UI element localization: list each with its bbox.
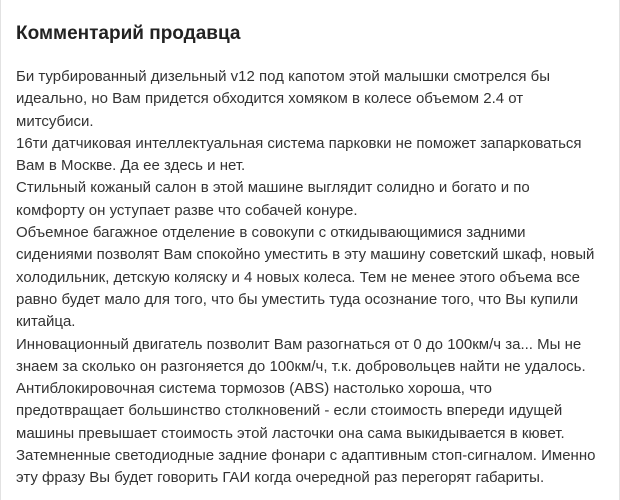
comment-paragraph: Инновационный двигатель позволит Вам разогнаться от 0 до 100км/ч за... Мы не знаем за сколько он разгоняется до 100км/ч, т.к. добровольцев найти не удалось.: [16, 335, 586, 375]
comment-paragraph: Стильный кожаный салон в этой машине выглядит солидно и богато и по комфорту он уступает разве что собачей конуре.: [16, 179, 530, 219]
comment-paragraph: Объемное багажное отделение в совокупи с откидывающимися задними сидениями позволят Вам спокойно уместить в эту машину советский шкаф, новый холодильник, детскую коляску и 4 новых колеса. Тем не менее этого объема все равно будет мало для того, что бы уместить туда осознание того, что Вы купили китайца.: [16, 224, 595, 331]
seller-comment-text: [16, 66, 600, 490]
comment-paragraph: Антиблокировочная система тормозов (ABS) настолько хороша, что предотвращает большинство столкновений - если стоимость впереди идущей машины превышает стоимость этой ласточки она сама выкидывается в кювет.: [16, 380, 565, 442]
comment-paragraph: 16ти датчиковая интеллектуальная система парковки не поможет запарковаться Вам в Москве. Да ее здесь и нет.: [16, 134, 582, 175]
comment-paragraph: Би турбированный дизельный v12 под капотом этой малышки смотрелся бы идеально, но Вам придется обходится хомяком в колесе объемом 2.4 от митсубиси.: [16, 68, 551, 130]
left-border: [0, 0, 1, 500]
comment-paragraph: Затемненные светодиодные задние фонари с адаптивным стоп-сигналом. Именно эту фразу Вы будет говорить ГАИ когда очередной раз перегорят габариты.: [16, 447, 596, 487]
section-title: Комментарий продавца: [16, 23, 241, 44]
